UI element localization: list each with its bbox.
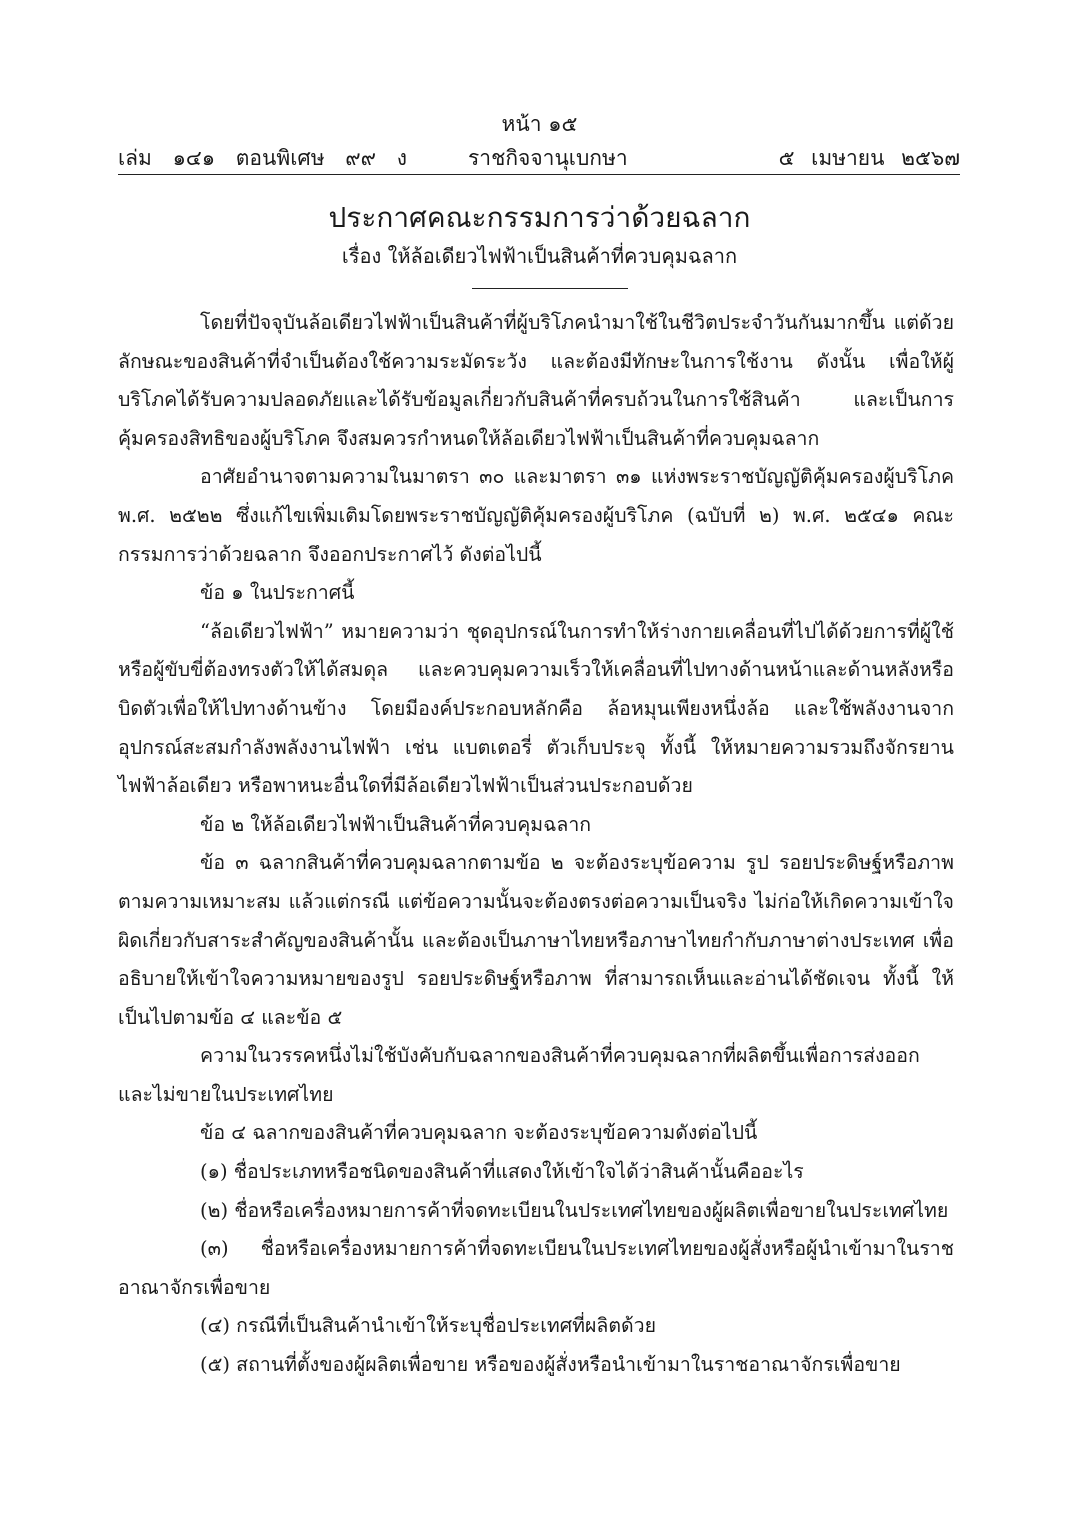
- clause-1: ข้อ ๑ ในประกาศนี้: [200, 581, 355, 605]
- gazette-header: [118, 140, 960, 175]
- clause-4: ข้อ ๔ ฉลากของสินค้าที่ควบคุมฉลาก จะต้องระบุข้อความดังต่อไปนี้: [200, 1121, 758, 1145]
- announcement-subject: เรื่อง ให้ล้อเดียวไฟฟ้าเป็นสินค้าที่ควบคุมฉลาก: [341, 244, 738, 268]
- clause-4-item-1: (๑) ชื่อประเภทหรือชนิดของสินค้าที่แสดงให้เข้าใจได้ว่าสินค้านั้นคืออะไร: [200, 1160, 804, 1184]
- clause-2: ข้อ ๒ ให้ล้อเดียวไฟฟ้าเป็นสินค้าที่ควบคุมฉลาก: [200, 812, 592, 836]
- authority-paragraph: อาศัยอำนาจตามความในมาตรา ๓๐ และมาตรา ๓๑ แห่งพระราชบัญญัติคุ้มครองผู้บริโภค พ.ศ. ๒๕๒๒ ซึ่งแก้ไขเพิ่มเติมโดยพระราชบัญญัติคุ้มครองผู้บริโภค (ฉบับที่ ๒) พ.ศ. ๒๕๔๑ คณะกรรมการว่าด้วยฉลาก จึงออกประกาศไว้ ดังต่อไปนี้: [118, 465, 954, 566]
- page-number: หน้า ๑๕: [501, 112, 578, 136]
- title-divider: [472, 288, 628, 289]
- clause-4-item-2: (๒) ชื่อหรือเครื่องหมายการค้าที่จดทะเบียนในประเทศไทยของผู้ผลิตเพื่อขายในประเทศไทย: [200, 1198, 949, 1222]
- clause-3: ข้อ ๓ ฉลากสินค้าที่ควบคุมฉลากตามข้อ ๒ จะต้องระบุข้อความ รูป รอยประดิษฐ์หรือภาพ ตามความเหมาะสม แล้วแต่กรณี แต่ข้อความนั้นจะต้องตรงต่อความเป็นจริง ไม่ก่อให้เกิดความเข้าใจผิดเกี่ยวกับสาระสำคัญของสินค้านั้น และต้องเป็นภาษาไทยหรือภาษาไทยกำกับภาษาต่างประเทศ เพื่ออธิบายให้เข้าใจความหมายของรูป รอยประดิษฐ์หรือภาพ ที่สามารถเห็นและอ่านได้ชัดเจน ทั้งนี้ ให้เป็นไปตามข้อ ๔ และข้อ ๕: [118, 851, 954, 1029]
- announcement-title: ประกาศคณะกรรมการว่าด้วยฉลาก: [328, 201, 751, 234]
- preamble-paragraph: โดยที่ปัจจุบันล้อเดียวไฟฟ้าเป็นสินค้าที่ผู้บริโภคนำมาใช้ในชีวิตประจำวันกันมากขึ้น แต่ด้วยลักษณะของสินค้าที่จำเป็นต้องใช้ความระมัดระวัง และต้องมีทักษะในการใช้งาน ดังนั้น เพื่อให้ผู้บริโภคได้รับความปลอดภัยและได้รับข้อมูลเกี่ยวกับสินค้าที่ครบถ้วนในการใช้สินค้า และเป็นการคุ้มครองสิทธิของผู้บริโภค จึงสมควรกำหนดให้ล้อเดียวไฟฟ้าเป็นสินค้าที่ควบคุมฉลาก: [118, 311, 954, 450]
- clause-4-item-5: (๕) สถานที่ตั้งของผู้ผลิตเพื่อขาย หรือของผู้สั่งหรือนำเข้ามาในราชอาณาจักรเพื่อขาย: [200, 1353, 901, 1377]
- definition-paragraph: “ล้อเดียวไฟฟ้า” หมายความว่า ชุดอุปกรณ์ในการทำให้ร่างกายเคลื่อนที่ไปได้ด้วยการที่ผู้ใช้หรือผู้ขับขี่ต้องทรงตัวให้ได้สมดุล และควบคุมความเร็วให้เคลื่อนที่ไปทางด้านหน้าและด้านหลังหรือบิดตัวเพื่อให้ไปทางด้านข้าง โดยมีองค์ประกอบหลักคือ ล้อหมุนเพียงหนึ่งล้อ และใช้พลังงานจากอุปกรณ์สะสมกำลังพลังงานไฟฟ้า เช่น แบตเตอรี่ ตัวเก็บประจุ ทั้งนี้ ให้หมายความรวมถึงจักรยานไฟฟ้าล้อเดียว หรือพาหนะอื่นใดที่มีล้อเดียวไฟฟ้าเป็นส่วนประกอบด้วย: [118, 619, 954, 798]
- publication-name: ราชกิจจานุเบกษา: [468, 146, 628, 170]
- volume-issue: เล่ม ๑๔๑ ตอนพิเศษ ๙๙ ง: [118, 146, 407, 170]
- clause-4-item-4: (๔) กรณีที่เป็นสินค้านำเข้าให้ระบุชื่อประเทศที่ผลิตด้วย: [200, 1314, 657, 1338]
- publication-date: ๕ เมษายน ๒๕๖๗: [778, 146, 960, 170]
- clause-3-exception: ความในวรรคหนึ่งไม่ใช้บังคับกับฉลากของสินค้าที่ควบคุมฉลากที่ผลิตขึ้นเพื่อการส่งออกและไม่ขายในประเทศไทย: [118, 1044, 920, 1106]
- announcement-body: [118, 304, 954, 1385]
- clause-4-item-3: (๓) ชื่อหรือเครื่องหมายการค้าที่จดทะเบียนในประเทศไทยของผู้สั่งหรือผู้นำเข้ามาในราชอาณาจักรเพื่อขาย: [118, 1237, 954, 1299]
